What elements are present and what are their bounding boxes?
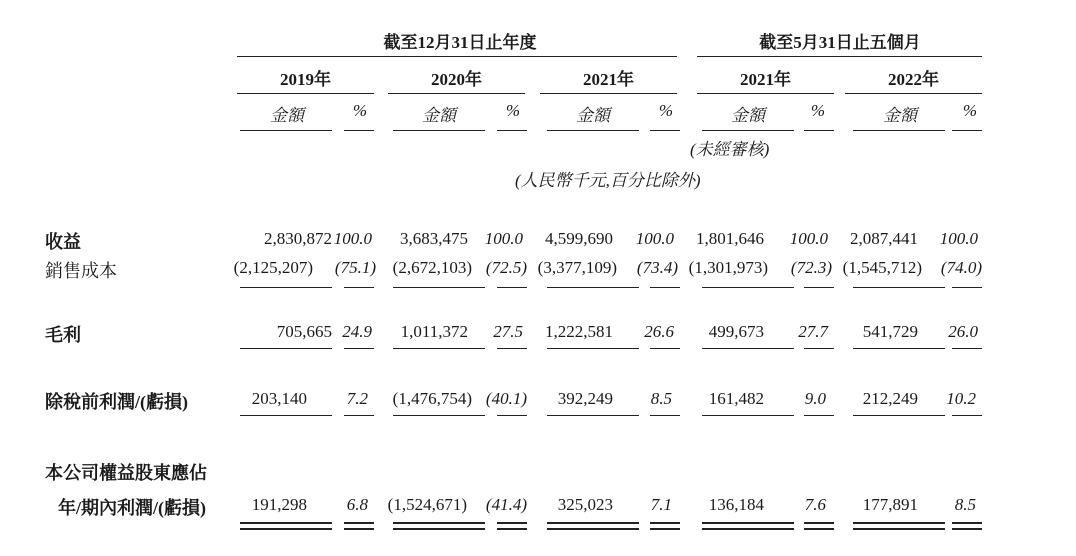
cell-pct: (74.0)	[940, 258, 982, 277]
cell-amount: 4,599,690	[545, 229, 613, 248]
cell-amount: (1,524,671)	[387, 495, 467, 514]
total-double-rule	[650, 528, 680, 530]
row-label-cost-of-sales: 銷售成本	[45, 261, 117, 281]
subtotal-rule	[393, 415, 485, 416]
cell-amount: 3,683,475	[400, 229, 468, 248]
row-label-profit-attributable-line2: 年/期內利潤/(虧損)	[58, 498, 206, 518]
subtotal-rule	[393, 287, 485, 288]
cell-amount: (1,301,973)	[688, 258, 768, 277]
cell-amount: (1,545,712)	[842, 258, 922, 277]
cell-pct: 7.2	[346, 389, 368, 408]
subtotal-rule	[240, 415, 332, 416]
subtotal-rule	[952, 415, 982, 416]
subtotal-rule	[393, 348, 485, 349]
subtotal-rule	[853, 348, 945, 349]
cell-amount: 392,249	[557, 389, 613, 408]
cell-amount: 136,184	[708, 495, 764, 514]
cell-amount: 177,891	[862, 495, 918, 514]
unaudited-note: (未經審核)	[690, 140, 770, 159]
cell-pct: 7.1	[650, 495, 672, 514]
total-double-rule	[952, 528, 982, 530]
year-rule-2021-five-months	[697, 93, 834, 94]
cell-pct: 24.9	[342, 322, 372, 341]
col-header-rule	[393, 130, 485, 131]
total-double-rule	[702, 522, 794, 524]
total-double-rule	[240, 522, 332, 524]
group-header-fiscal-year: 截至12月31日止年度	[383, 33, 537, 52]
col-header-rule	[853, 130, 945, 131]
year-rule-2019	[237, 93, 374, 94]
subtotal-rule	[702, 287, 794, 288]
cell-amount: 1,222,581	[545, 322, 613, 341]
total-double-rule	[702, 528, 794, 530]
subtotal-rule	[853, 415, 945, 416]
subtotal-rule	[497, 348, 527, 349]
subtotal-rule	[547, 287, 639, 288]
subtotal-rule	[547, 348, 639, 349]
subtotal-rule	[497, 287, 527, 288]
col-header-pct: %	[962, 101, 978, 120]
year-header-2020: 2020年	[431, 70, 482, 89]
col-header-amount: 金額	[731, 106, 765, 125]
col-header-rule	[497, 130, 527, 131]
cell-amount: 2,087,441	[850, 229, 918, 248]
total-double-rule	[853, 528, 945, 530]
subtotal-rule	[650, 348, 680, 349]
year-rule-2021	[540, 93, 677, 94]
cell-pct: 26.6	[644, 322, 674, 341]
total-double-rule	[393, 528, 485, 530]
cell-amount: 2,830,872	[264, 229, 332, 248]
subtotal-rule	[344, 415, 374, 416]
subtotal-rule	[853, 287, 945, 288]
total-double-rule	[344, 528, 374, 530]
col-header-amount: 金額	[576, 106, 610, 125]
cell-pct: (72.3)	[790, 258, 832, 277]
subtotal-rule	[344, 287, 374, 288]
cell-amount: 705,665	[276, 322, 332, 341]
year-header-2022-five-months: 2022年	[888, 70, 939, 89]
cell-pct: 100.0	[939, 229, 978, 248]
group-header-five-months-rule	[697, 56, 982, 57]
subtotal-rule	[547, 415, 639, 416]
year-header-2021-five-months: 2021年	[740, 70, 791, 89]
subtotal-rule	[804, 348, 834, 349]
col-header-pct: %	[658, 101, 674, 120]
total-double-rule	[497, 528, 527, 530]
group-header-fiscal-year-rule	[237, 56, 677, 57]
cell-pct: 10.2	[946, 389, 976, 408]
row-label-gross-profit: 毛利	[45, 325, 81, 345]
col-header-rule	[240, 130, 332, 131]
subtotal-rule	[240, 348, 332, 349]
cell-pct: (73.4)	[636, 258, 678, 277]
col-header-rule	[804, 130, 834, 131]
cell-pct: 9.0	[804, 389, 826, 408]
cell-pct: (41.4)	[485, 495, 527, 514]
total-double-rule	[804, 528, 834, 530]
year-rule-2022-five-months	[845, 93, 982, 94]
col-header-rule	[952, 130, 982, 131]
subtotal-rule	[240, 287, 332, 288]
subtotal-rule	[702, 348, 794, 349]
cell-amount: 499,673	[708, 322, 764, 341]
subtotal-rule	[344, 348, 374, 349]
total-double-rule	[547, 528, 639, 530]
row-label-revenue: 收益	[45, 232, 81, 252]
cell-amount: 161,482	[708, 389, 764, 408]
cell-pct: (72.5)	[485, 258, 527, 277]
col-header-amount: 金額	[422, 106, 456, 125]
cell-pct: 26.0	[948, 322, 978, 341]
cell-pct: 7.6	[804, 495, 826, 514]
cell-pct: 27.7	[798, 322, 828, 341]
total-double-rule	[853, 522, 945, 524]
cell-amount: 1,801,646	[696, 229, 764, 248]
group-header-five-months: 截至5月31日止五個月	[759, 33, 921, 52]
year-header-2019: 2019年	[280, 70, 331, 89]
cell-amount: 325,023	[557, 495, 613, 514]
cell-pct: (75.1)	[334, 258, 376, 277]
subtotal-rule	[804, 415, 834, 416]
subtotal-rule	[650, 415, 680, 416]
cell-amount: (2,672,103)	[392, 258, 472, 277]
col-header-pct: %	[505, 101, 521, 120]
total-double-rule	[497, 522, 527, 524]
cell-pct: 100.0	[789, 229, 828, 248]
cell-amount: (3,377,109)	[537, 258, 617, 277]
subtotal-rule	[497, 415, 527, 416]
cell-amount: 191,298	[251, 495, 307, 514]
total-double-rule	[547, 522, 639, 524]
cell-pct: 27.5	[493, 322, 523, 341]
row-label-profit-before-tax: 除稅前利潤/(虧損)	[45, 392, 188, 412]
col-header-rule	[547, 130, 639, 131]
subtotal-rule	[804, 287, 834, 288]
col-header-rule	[650, 130, 680, 131]
col-header-pct: %	[352, 101, 368, 120]
row-label-profit-attributable: 本公司權益股東應佔	[45, 463, 207, 483]
subtotal-rule	[952, 287, 982, 288]
cell-amount: 203,140	[251, 389, 307, 408]
cell-pct: (40.1)	[485, 389, 527, 408]
col-header-amount: 金額	[270, 106, 304, 125]
col-header-pct: %	[810, 101, 826, 120]
cell-pct: 100.0	[635, 229, 674, 248]
cell-pct: 6.8	[346, 495, 368, 514]
total-double-rule	[804, 522, 834, 524]
cell-amount: 541,729	[862, 322, 918, 341]
year-rule-2020	[388, 93, 525, 94]
cell-amount: 212,249	[862, 389, 918, 408]
cell-pct: 8.5	[954, 495, 976, 514]
cell-amount: (2,125,207)	[233, 258, 313, 277]
subtotal-rule	[952, 348, 982, 349]
unit-note: (人民幣千元,百分比除外)	[515, 171, 701, 190]
total-double-rule	[952, 522, 982, 524]
cell-amount: 1,011,372	[400, 322, 468, 341]
col-header-rule	[344, 130, 374, 131]
total-double-rule	[344, 522, 374, 524]
total-double-rule	[393, 522, 485, 524]
total-double-rule	[650, 522, 680, 524]
year-header-2021: 2021年	[583, 70, 634, 89]
cell-pct: 100.0	[484, 229, 523, 248]
subtotal-rule	[650, 287, 680, 288]
cell-amount: (1,476,754)	[392, 389, 472, 408]
total-double-rule	[240, 528, 332, 530]
cell-pct: 100.0	[333, 229, 372, 248]
col-header-amount: 金額	[883, 106, 917, 125]
cell-pct: 8.5	[650, 389, 672, 408]
subtotal-rule	[702, 415, 794, 416]
col-header-rule	[702, 130, 794, 131]
